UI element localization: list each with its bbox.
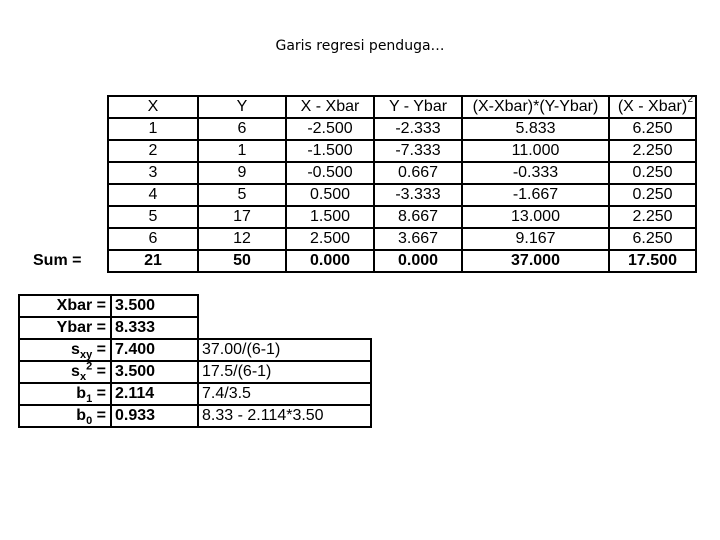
table-row — [108, 184, 696, 206]
cell: 5.833 — [462, 118, 609, 140]
stat-row-sxy — [19, 339, 371, 361]
cell: 2.500 — [286, 228, 374, 250]
stat-value: 2.114 — [111, 383, 198, 405]
sum-row — [108, 250, 696, 272]
symbol: s — [71, 341, 80, 358]
regression-computation-table — [107, 95, 697, 273]
table-row — [108, 140, 696, 162]
stat-row-sx2 — [19, 361, 371, 383]
symbol: b — [76, 407, 87, 424]
cell: 0.250 — [609, 184, 696, 206]
subscript: xy — [79, 349, 93, 362]
cell: -0.500 — [286, 162, 374, 184]
subscript: x — [79, 371, 87, 384]
cell: -3.333 — [374, 184, 462, 206]
cell: 3 — [108, 162, 198, 184]
cell: 9 — [198, 162, 286, 184]
symbol: b — [76, 385, 87, 402]
stat-label — [19, 361, 111, 383]
cell: 1 — [198, 140, 286, 162]
header-x-dev-squared-text: (X - Xbar) — [617, 98, 688, 115]
cell: 5 — [108, 206, 198, 228]
sum-cell: 17.500 — [609, 250, 696, 272]
stat-formula: 17.5/(6-1) — [198, 361, 371, 383]
equals: = — [92, 363, 106, 380]
table-row — [108, 118, 696, 140]
cell: -7.333 — [374, 140, 462, 162]
cell: 3.667 — [374, 228, 462, 250]
sum-cell: 0.000 — [374, 250, 462, 272]
stat-label — [19, 339, 111, 361]
cell: 4 — [108, 184, 198, 206]
cell: 1.500 — [286, 206, 374, 228]
header-x: X — [108, 96, 198, 118]
table-row — [108, 206, 696, 228]
stat-value: 7.400 — [111, 339, 198, 361]
cell: 8.667 — [374, 206, 462, 228]
stat-label: Ybar = — [19, 317, 111, 339]
table-row — [108, 162, 696, 184]
stat-value: 8.333 — [111, 317, 198, 339]
sum-label: Sum = — [33, 252, 82, 269]
cell: -1.500 — [286, 140, 374, 162]
subscript: 1 — [86, 393, 93, 406]
stat-value: 3.500 — [111, 295, 198, 317]
table-row — [108, 228, 696, 250]
empty-cell — [198, 295, 371, 317]
cell: -1.667 — [462, 184, 609, 206]
header-x-minus-xbar: X - Xbar — [286, 96, 374, 118]
superscript: 2 — [86, 360, 93, 373]
cell: 2 — [108, 140, 198, 162]
cell: 11.000 — [462, 140, 609, 162]
stat-row-ybar — [19, 317, 371, 339]
sum-cell: 50 — [198, 250, 286, 272]
cell: -0.333 — [462, 162, 609, 184]
stat-row-b1 — [19, 383, 371, 405]
subscript: 0 — [86, 415, 93, 428]
cell: 2.250 — [609, 206, 696, 228]
stat-row-b0 — [19, 405, 371, 427]
equals: = — [92, 407, 106, 424]
header-x-dev-squared — [609, 96, 696, 118]
header-y: Y — [198, 96, 286, 118]
cell: 6.250 — [609, 118, 696, 140]
stat-formula: 8.33 - 2.114*3.50 — [198, 405, 371, 427]
stat-formula: 37.00/(6-1) — [198, 339, 371, 361]
sum-cell: 37.000 — [462, 250, 609, 272]
cell: 17 — [198, 206, 286, 228]
stat-row-xbar — [19, 295, 371, 317]
header-squared-exponent: 2 — [687, 94, 693, 105]
regression-statistics-table — [18, 294, 372, 428]
sum-cell: 0.000 — [286, 250, 374, 272]
cell: 6 — [198, 118, 286, 140]
cell: 0.250 — [609, 162, 696, 184]
cell: 1 — [108, 118, 198, 140]
cell: 0.667 — [374, 162, 462, 184]
equals: = — [92, 385, 106, 402]
stat-label — [19, 383, 111, 405]
cell: 0.500 — [286, 184, 374, 206]
cell: 12 — [198, 228, 286, 250]
cell: 13.000 — [462, 206, 609, 228]
cell: 9.167 — [462, 228, 609, 250]
empty-cell — [198, 317, 371, 339]
cell: -2.500 — [286, 118, 374, 140]
header-y-minus-ybar: Y - Ybar — [374, 96, 462, 118]
equals: = — [92, 341, 106, 358]
cell: 6 — [108, 228, 198, 250]
header-product: (X-Xbar)*(Y-Ybar) — [462, 96, 609, 118]
slide-title: Garis regresi penduga… — [275, 38, 445, 54]
cell: -2.333 — [374, 118, 462, 140]
stat-formula: 7.4/3.5 — [198, 383, 371, 405]
stat-label: Xbar = — [19, 295, 111, 317]
stat-value: 3.500 — [111, 361, 198, 383]
stat-value: 0.933 — [111, 405, 198, 427]
cell: 6.250 — [609, 228, 696, 250]
table-header-row — [108, 96, 696, 118]
stat-label — [19, 405, 111, 427]
symbol: s — [71, 363, 80, 380]
cell: 2.250 — [609, 140, 696, 162]
cell: 5 — [198, 184, 286, 206]
sum-cell: 21 — [108, 250, 198, 272]
